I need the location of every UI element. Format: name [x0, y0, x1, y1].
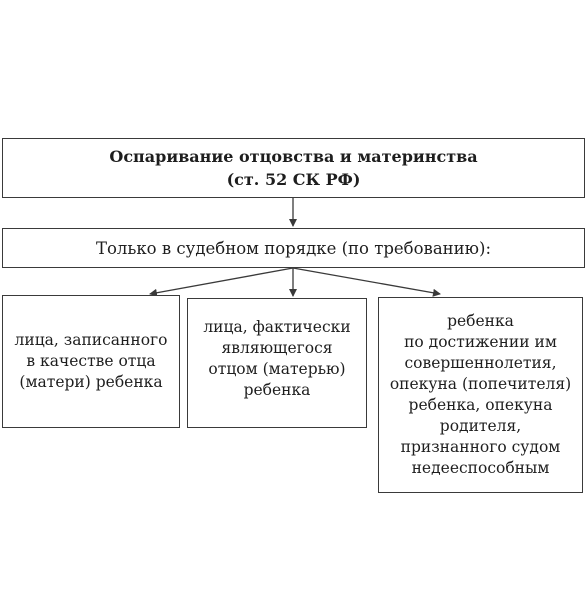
right-line-2: по достижении им [404, 333, 557, 351]
middle-line-3: отцом (матерью) [208, 360, 346, 378]
title-line-2: (ст. 52 СК РФ) [226, 170, 361, 189]
right-line-7: признанного судом [400, 438, 561, 456]
court-procedure-text: Только в судебном порядке (по требованию): [95, 238, 492, 258]
middle-line-2: являющегося [221, 339, 333, 357]
right-line-1: ребенка [447, 312, 514, 330]
right-line-6: родителя, [439, 417, 522, 435]
arrow-court-to-left [150, 268, 293, 294]
left-line-1: лица, записанного [14, 331, 168, 349]
middle-line-4: ребенка [243, 381, 311, 399]
registered-parent-box [2, 295, 180, 428]
right-line-4: опекуна (попечителя) [389, 375, 572, 393]
court-procedure-box [2, 228, 585, 268]
child-guardian-box [378, 297, 583, 493]
right-line-8: недееспособным [411, 459, 550, 477]
right-line-3: совершеннолетия, [404, 354, 557, 372]
arrow-court-to-right [293, 268, 440, 294]
title-box [2, 138, 585, 198]
left-line-3: (матери) ребенка [19, 373, 163, 391]
middle-line-1: лица, фактически [203, 318, 351, 336]
title-line-1: Оспаривание отцовства и материнства [109, 147, 478, 166]
actual-parent-box [187, 298, 367, 428]
right-line-5: ребенка, опекуна [408, 396, 553, 414]
left-line-2: в качестве отца [26, 352, 156, 370]
